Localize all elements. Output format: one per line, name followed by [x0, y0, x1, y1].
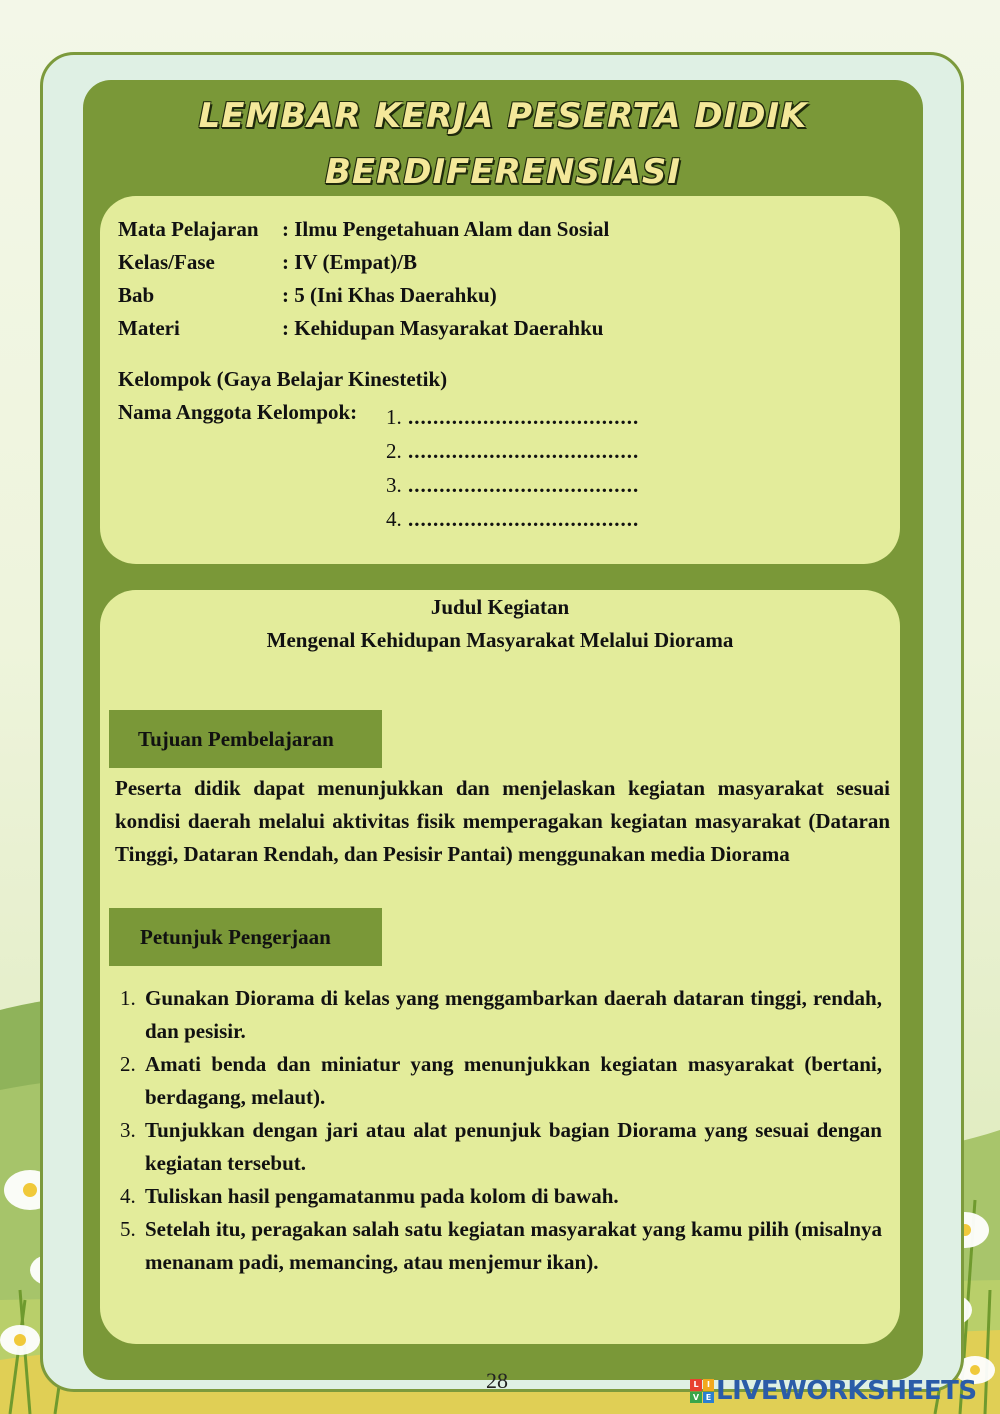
step-number: 3.: [120, 1118, 136, 1142]
instruction-item: [120, 1180, 882, 1213]
member-row[interactable]: [386, 400, 639, 434]
member-number: 4.: [386, 507, 402, 531]
material-value: : Kehidupan Masyarakat Daerahku: [282, 316, 604, 340]
step-text: Tunjukkan dengan jari atau alat penunjuk bagian Diorama yang sesuai dengan kegiatan tersebut.: [145, 1118, 882, 1175]
liveworksheets-brand[interactable]: [690, 1374, 977, 1408]
instruction-item: [120, 982, 882, 1048]
member-name-blank[interactable]: .....................................: [408, 473, 640, 497]
instruction-item: [120, 1114, 882, 1180]
logo-letter: I: [703, 1379, 715, 1391]
chapter-value: : 5 (Ini Khas Daerahku): [282, 283, 497, 307]
group-label: Kelompok (Gaya Belajar Kinestetik): [118, 367, 448, 391]
instruction-list: [120, 982, 882, 1279]
member-number: 2.: [386, 439, 402, 463]
step-text: Tuliskan hasil pengamatanmu pada kolom di bawah.: [145, 1184, 619, 1208]
chapter-label: Bab: [118, 283, 155, 307]
liveworksheets-logo-icon: [690, 1379, 714, 1403]
step-text: Amati benda dan miniatur yang menunjukkan kegiatan masyarakat (bertani, berdagang, melaut).: [145, 1052, 882, 1109]
members-label: Nama Anggota Kelompok:: [118, 400, 358, 424]
member-row[interactable]: [386, 502, 639, 536]
member-name-blank[interactable]: .....................................: [408, 405, 640, 429]
member-list: [386, 400, 639, 536]
brand-name: LIVEWORKSHEETS: [716, 1376, 977, 1406]
member-row[interactable]: [386, 468, 639, 502]
objective-text: Peserta didik dapat menunjukkan dan menjelaskan kegiatan masyarakat sesuai kondisi daerah melalui aktivitas fisik memperagakan kegiatan masyarakat (Dataran Tinggi, Dataran Rendah, dan Pesisir Pantai) menggunakan media Diorama: [115, 776, 890, 866]
subject-value: : Ilmu Pengetahuan Alam dan Sosial: [282, 217, 610, 241]
instruction-item: [120, 1213, 882, 1279]
logo-letter: V: [690, 1392, 702, 1404]
title-line-2: BERDIFERENSIASI: [324, 152, 682, 192]
logo-letter: L: [690, 1379, 702, 1391]
member-number: 1.: [386, 405, 402, 429]
member-row[interactable]: [386, 434, 639, 468]
subject-label: Mata Pelajaran: [118, 217, 259, 241]
member-name-blank[interactable]: .....................................: [408, 439, 640, 463]
step-number: 4.: [120, 1184, 136, 1208]
logo-letter: E: [703, 1392, 715, 1404]
material-label: Materi: [118, 316, 180, 340]
step-number: 5.: [120, 1217, 136, 1241]
member-number: 3.: [386, 473, 402, 497]
title-line-1: LEMBAR KERJA PESERTA DIDIK: [198, 96, 808, 136]
class-value: : IV (Empat)/B: [282, 250, 417, 274]
objective-tag: Tujuan Pembelajaran: [109, 710, 382, 768]
activity-heading: Judul Kegiatan: [430, 595, 570, 619]
step-number: 1.: [120, 986, 136, 1010]
class-label: Kelas/Fase: [118, 250, 215, 274]
page-title: [83, 88, 923, 200]
step-number: 2.: [120, 1052, 136, 1076]
activity-title: Mengenal Kehidupan Masyarakat Melalui Diorama: [266, 628, 734, 652]
instruction-item: [120, 1048, 882, 1114]
step-text: Setelah itu, peragakan salah satu kegiatan masyarakat yang kamu pilih (misalnya menanam padi, memancing, atau menjemur ikan).: [145, 1217, 882, 1274]
page-number: 28: [486, 1368, 508, 1393]
member-name-blank[interactable]: .....................................: [408, 507, 640, 531]
step-text: Gunakan Diorama di kelas yang menggambarkan daerah dataran tinggi, rendah, dan pesisir.: [145, 986, 882, 1043]
instructions-tag: Petunjuk Pengerjaan: [109, 908, 382, 966]
